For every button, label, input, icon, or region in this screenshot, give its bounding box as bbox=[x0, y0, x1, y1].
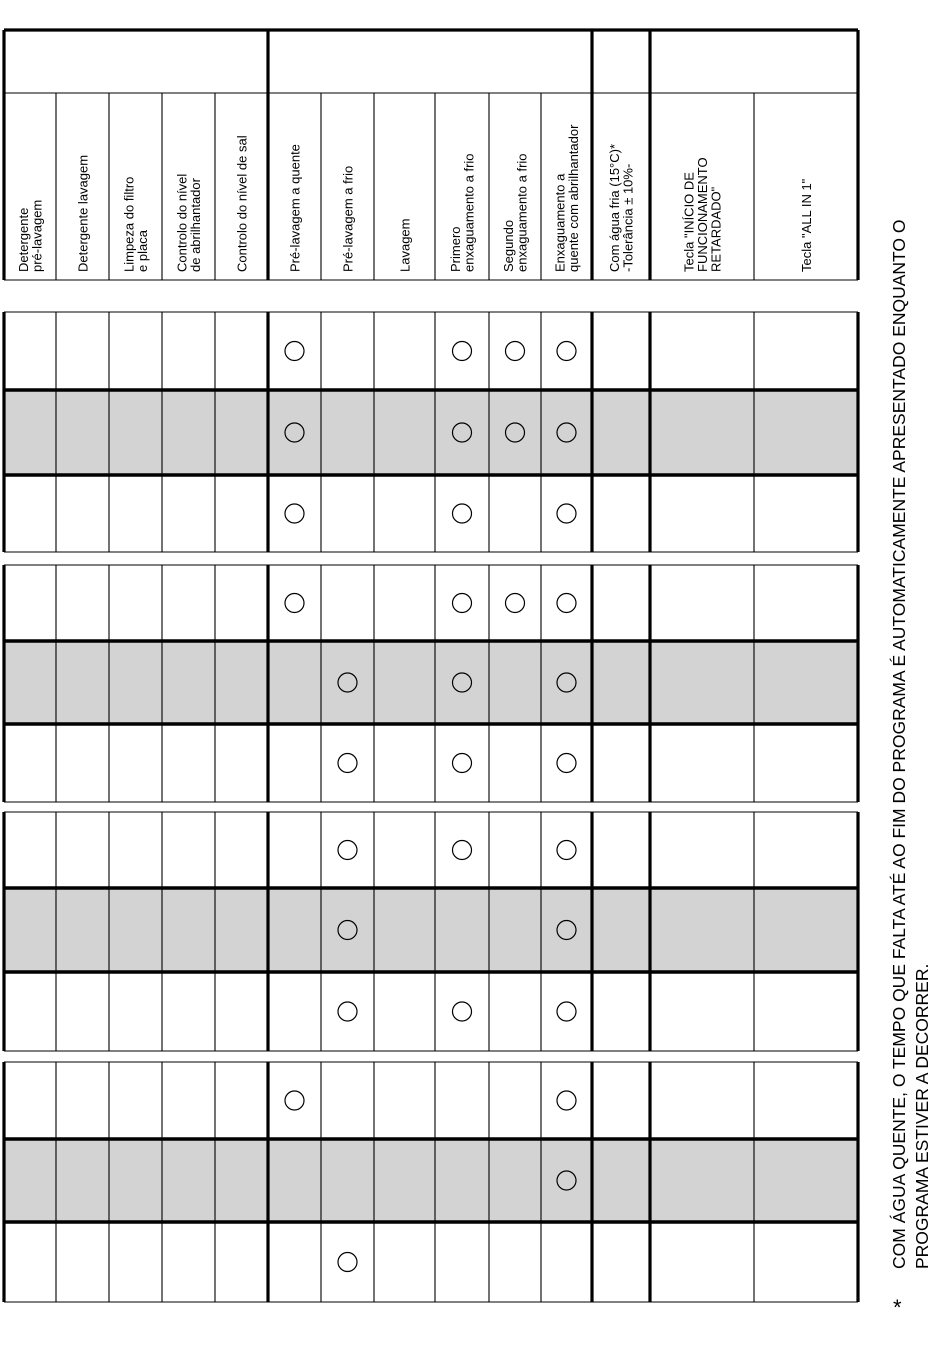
header-label: FUNCIONAMENTO bbox=[694, 157, 710, 272]
phase-mark-circle bbox=[338, 1253, 357, 1272]
table-row-shaded bbox=[4, 641, 858, 724]
phase-mark-circle bbox=[338, 754, 357, 773]
header-label: Limpeza do filtro bbox=[121, 176, 137, 272]
table-row-shaded bbox=[4, 888, 858, 972]
header-label: Enxaguamento a bbox=[552, 173, 568, 272]
header-label: pré-lavagem bbox=[29, 199, 45, 272]
header-label: Detergente bbox=[16, 207, 31, 272]
phase-mark-circle bbox=[557, 841, 576, 860]
phase-mark-circle bbox=[557, 1002, 576, 1021]
header-label: Tecla "ALL IN 1" bbox=[798, 178, 814, 272]
header-label: enxaguamento a frio bbox=[514, 153, 530, 272]
header-label: Lavagem bbox=[397, 218, 413, 272]
header-label: Com água fria (15°C)* bbox=[607, 143, 622, 272]
phase-mark-circle bbox=[453, 504, 472, 523]
footnote bbox=[889, 219, 932, 1320]
phase-mark-circle bbox=[453, 594, 472, 613]
table-header bbox=[4, 30, 858, 280]
header-label: de abrilhantador bbox=[188, 178, 203, 272]
phase-mark-circle bbox=[453, 1002, 472, 1021]
header-label: Segundo bbox=[501, 219, 516, 272]
phase-mark-circle bbox=[285, 594, 304, 613]
table-row-shaded bbox=[4, 1139, 858, 1222]
phase-mark-circle bbox=[285, 504, 304, 523]
table-row-shaded bbox=[4, 390, 858, 475]
header-label: quente com abrilhantador bbox=[566, 124, 581, 272]
header-label: -Tolerância ± 10%- bbox=[620, 163, 636, 272]
header-label: Pré-lavagem a frio bbox=[340, 165, 356, 272]
phase-mark-circle bbox=[453, 754, 472, 773]
phase-mark-circle bbox=[506, 594, 525, 613]
header-label: RETARDADO" bbox=[708, 186, 724, 272]
header-label: Controlo do nível bbox=[174, 173, 190, 272]
phase-mark-circle bbox=[453, 342, 472, 361]
header-label: Primero bbox=[448, 226, 463, 272]
phase-mark-circle bbox=[285, 1091, 304, 1110]
phase-mark-circle bbox=[338, 841, 357, 860]
phase-mark-circle bbox=[338, 1002, 357, 1021]
program-group bbox=[4, 1062, 858, 1302]
header-label: Pré-lavagem a quente bbox=[287, 144, 303, 272]
footnote-star: * bbox=[893, 1295, 902, 1320]
phase-mark-circle bbox=[557, 342, 576, 361]
header-label: Detergente lavagem bbox=[75, 154, 91, 272]
footnote-line-2: PROGRAMA ESTIVER A DECORRER. bbox=[912, 963, 932, 1269]
phase-mark-circle bbox=[506, 342, 525, 361]
phase-mark-circle bbox=[557, 594, 576, 613]
header-label: Controlo do nível de sal bbox=[234, 135, 250, 272]
table-body bbox=[4, 312, 858, 1302]
phase-mark-circle bbox=[557, 1091, 576, 1110]
phase-mark-circle bbox=[557, 504, 576, 523]
program-group bbox=[4, 812, 858, 1051]
phase-mark-circle bbox=[453, 841, 472, 860]
phase-mark-circle bbox=[285, 342, 304, 361]
program-group bbox=[4, 312, 858, 552]
phase-mark-circle bbox=[557, 754, 576, 773]
header-label: enxaguamento a frio bbox=[461, 153, 477, 272]
footnote-line-1: COM ÁGUA QUENTE, O TEMPO QUE FALTA ATÉ AO FIM DO PROGRAMA É AUTOMATICAMENTE APRESENTADO ENQUANTO O bbox=[889, 219, 909, 1269]
header-label: Tecla "INÍCIO DE bbox=[681, 172, 697, 272]
program-group bbox=[4, 565, 858, 802]
header-label: e placa bbox=[135, 230, 150, 272]
